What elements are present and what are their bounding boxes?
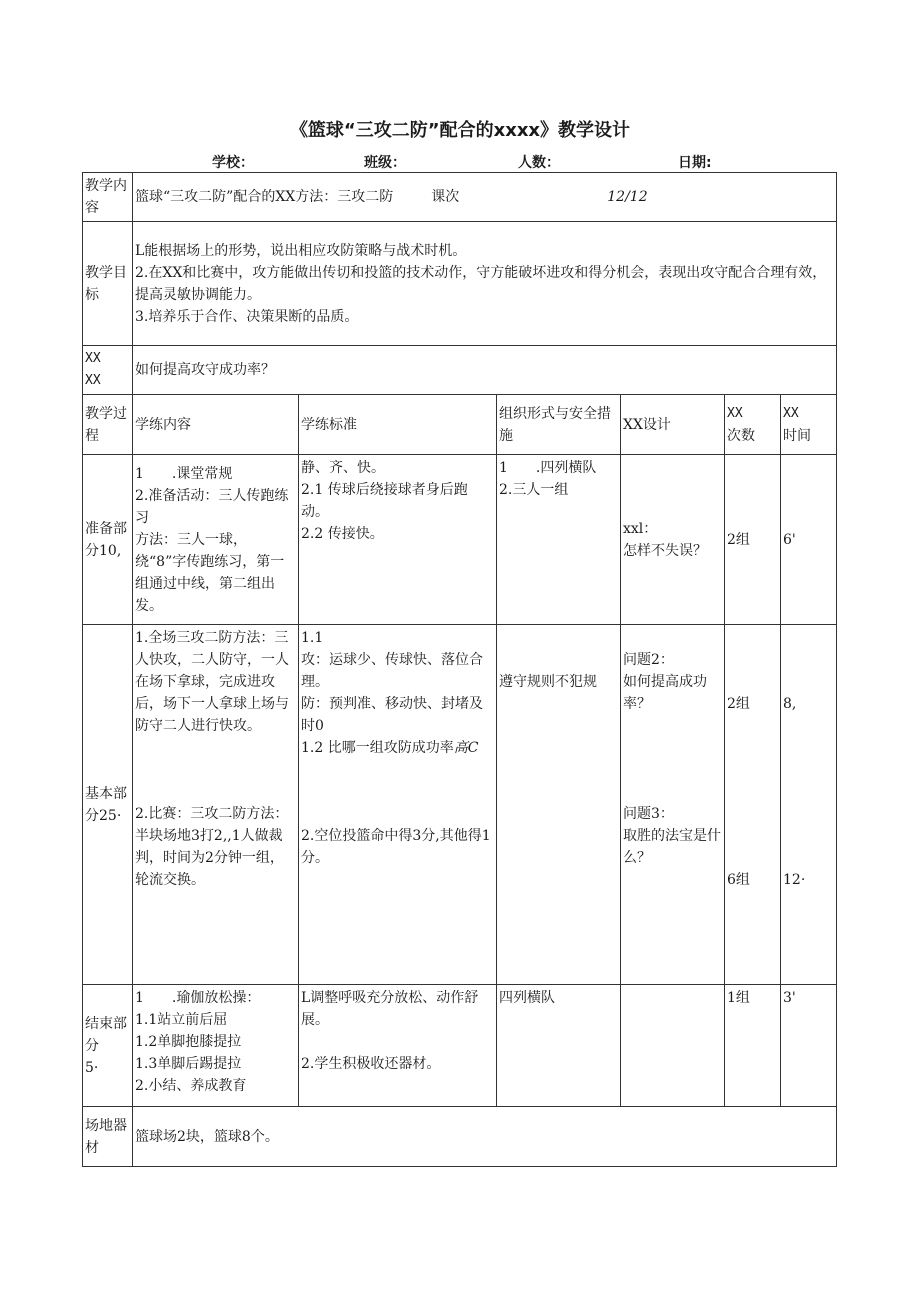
venue-text: 篮球场2块，篮球8个。 xyxy=(133,1107,837,1167)
prep-content: 1 .课堂常规 2.准备活动：三人传跑练习 方法：三人一球，绕“8”字传跑练习，第一组通过中线，第二组出发。 xyxy=(133,455,299,625)
lesson-label: 课次 xyxy=(431,189,460,205)
basic-design: 问题2： 如何提高成功率？ 问题3： 取胜的法宝是什么？ xyxy=(621,625,725,985)
header-process: 教学过程 xyxy=(83,395,133,455)
prep-row xyxy=(83,455,837,625)
prep-time: 6' xyxy=(781,455,837,625)
question-text: 如何提高攻守成功率？ xyxy=(133,346,837,395)
content-cell xyxy=(133,173,837,222)
school-label: 学校： xyxy=(212,155,254,171)
header-content: 学练内容 xyxy=(133,395,299,455)
date-label: 日期: xyxy=(678,155,712,171)
lesson-value: 12/12 xyxy=(607,189,648,205)
content-text: 篮球“三攻二防”配合的XX方法：三攻二防 xyxy=(135,189,394,205)
venue-label: 场地器材 xyxy=(83,1107,133,1167)
goals-cell xyxy=(133,222,837,346)
question-label: XX XX xyxy=(83,346,133,395)
end-design xyxy=(621,985,725,1107)
goal-item: L能根据场上的形势，说出相应攻防策略与战术时机。 xyxy=(135,242,467,259)
header-org: 组织形式与安全措施 xyxy=(497,395,621,455)
prep-standard: 静、齐、快。 2.1 传球后绕接球者身后跑动。 2.2 传接快。 xyxy=(299,455,497,625)
basic-org: 遵守规则不犯规 xyxy=(497,625,621,985)
goal-item: 3.培养乐于合作、决策果断的品质。 xyxy=(135,308,359,325)
basic-time: 8, 12· xyxy=(781,625,837,985)
end-content: 1 .瑜伽放松操： 1.1站立前后屈 1.2单脚抱膝提拉 1.3单脚后踢提拉 2.小结、养成教育 xyxy=(133,985,299,1107)
header-standard: 学练标准 xyxy=(299,395,497,455)
prep-design: xxl： 怎样不失误？ xyxy=(621,455,725,625)
header-time: XX 时间 xyxy=(781,395,837,455)
goal-item: 2.在XX和比赛中，攻方能做出传切和投篮的技术动作，守方能破坏进攻和得分机会，表现出攻守配合合理有效，提高灵敏协调能力。 xyxy=(135,264,827,303)
header-row xyxy=(83,395,837,455)
goals-label: 教学目标 xyxy=(83,222,133,346)
basic-content: 1.全场三攻二防方法：三人快攻，二人防守，一人在场下拿球，完成进攻后，场下一人拿球上场与防守二人进行快攻。 2.比赛：三攻二防方法：半块场地3打2,,1人做裁判，时间为2分钟一组，轮流交换。 xyxy=(133,625,299,985)
basic-standard: 1.1 攻：运球少、传球快、落位合理。 防：预判准、移动快、封堵及时0 1.2 比哪一组攻防成功率高C 2.空位投篮命中得3分,其他得1分。 xyxy=(299,625,497,985)
header-times: XX 次数 xyxy=(725,395,781,455)
prep-times: 2组 xyxy=(725,455,781,625)
prep-org: 1 .四列横队 2.三人一组 xyxy=(497,455,621,625)
end-time: 3' xyxy=(781,985,837,1107)
goals-row xyxy=(83,222,837,346)
basic-label: 基本部分25· xyxy=(83,625,133,985)
end-times: 1组 xyxy=(725,985,781,1107)
basic-row xyxy=(83,625,837,985)
question-row xyxy=(83,346,837,395)
count-label: 人数： xyxy=(518,155,560,171)
content-label: 教学内容 xyxy=(83,173,133,222)
end-standard: L调整呼吸充分放松、动作舒展。 2.学生积极收还器材。 xyxy=(299,985,497,1107)
prep-label: 准备部分10, xyxy=(83,455,133,625)
class-label: 班级： xyxy=(364,155,406,171)
end-row xyxy=(83,985,837,1107)
end-label: 结束部分 5· xyxy=(83,985,133,1107)
header-design: XX设计 xyxy=(621,395,725,455)
venue-row xyxy=(83,1107,837,1167)
basic-times: 2组 6组 xyxy=(725,625,781,985)
page-title: 《篮球“三攻二防”配合的xxxx》教学设计 xyxy=(289,120,631,141)
end-org: 四列横队 xyxy=(497,985,621,1107)
content-row xyxy=(83,173,837,222)
lesson-plan-table xyxy=(82,172,837,1167)
